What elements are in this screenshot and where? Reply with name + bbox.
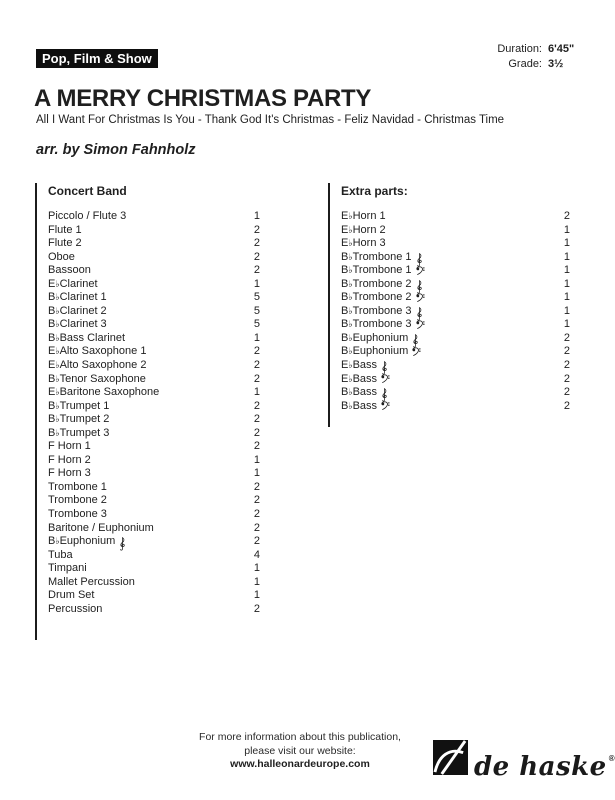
part-count: 2 xyxy=(253,345,260,358)
instrument-name: Baritone / Euphonium xyxy=(48,521,154,534)
instrument-row xyxy=(341,345,570,359)
bass-clef-icon xyxy=(416,266,425,275)
flat-sign-icon: ♭ xyxy=(55,319,60,330)
instrument-name: B ♭ Trombone 2 xyxy=(341,291,425,303)
instrument-name: Flute 1 xyxy=(48,223,82,236)
concert-band-column xyxy=(35,183,260,640)
flat-sign-icon: ♭ xyxy=(55,346,60,357)
instrument-row xyxy=(48,440,260,454)
page-title: A MERRY CHRISTMAS PARTY xyxy=(34,85,372,112)
part-count: 1 xyxy=(253,562,260,575)
part-count: 1 xyxy=(253,453,260,466)
instrument-name: E ♭ Bass xyxy=(341,373,390,385)
instrument-name: B ♭ Trumpet 2 xyxy=(48,413,110,426)
instrument-name: B ♭ Trombone 3 xyxy=(341,305,423,321)
part-count: 5 xyxy=(253,318,260,331)
instrument-name: B ♭ Clarinet 2 xyxy=(48,304,107,317)
instrument-row xyxy=(341,400,570,414)
instrument-name: Bassoon xyxy=(48,264,91,277)
treble-clef-icon xyxy=(119,537,126,551)
instrument-name: Tuba xyxy=(48,548,73,561)
instrument-row xyxy=(341,386,570,400)
part-count: 2 xyxy=(253,494,260,507)
part-count: 2 xyxy=(253,480,260,493)
instrument-name: B ♭ Trumpet 1 xyxy=(48,399,110,412)
instrument-name: Flute 2 xyxy=(48,237,82,250)
part-count: 1 xyxy=(563,264,570,277)
flat-sign-icon: ♭ xyxy=(55,332,60,343)
duration-value: 6'45" xyxy=(548,43,575,55)
part-count: 1 xyxy=(563,291,570,304)
instrument-name: E ♭ Alto Saxophone 2 xyxy=(48,359,147,372)
flat-sign-icon: ♭ xyxy=(55,427,60,438)
instrument-row xyxy=(48,413,260,427)
grade-value: 3½ xyxy=(548,57,564,70)
part-count: 2 xyxy=(563,399,570,412)
part-count: 5 xyxy=(253,304,260,317)
instrument-name: B ♭ Bass Clarinet xyxy=(48,331,126,344)
part-count: 1 xyxy=(563,277,570,290)
instrument-row xyxy=(341,237,570,251)
instrument-row xyxy=(341,251,570,265)
instrument-name: F Horn 3 xyxy=(48,467,91,480)
instrument-name: Oboe xyxy=(48,250,75,263)
footer-line-2: please visit our website: xyxy=(244,744,356,757)
flat-sign-icon: ♭ xyxy=(348,238,353,249)
instrument-row xyxy=(48,345,260,359)
instrument-row xyxy=(48,318,260,332)
part-count: 2 xyxy=(253,372,260,385)
part-count: 2 xyxy=(253,399,260,412)
instrument-name: Percussion xyxy=(48,602,103,615)
flat-sign-icon: ♭ xyxy=(55,373,60,384)
part-count: 2 xyxy=(563,359,570,372)
instrument-name: B ♭ Tenor Saxophone xyxy=(48,372,146,385)
instrument-row xyxy=(48,373,260,387)
instrument-row xyxy=(48,481,260,495)
part-count: 2 xyxy=(253,440,260,453)
instrument-name: B ♭ Euphonium xyxy=(48,535,126,551)
bass-clef-icon xyxy=(416,320,425,329)
instrument-row xyxy=(48,522,260,536)
instrument-row xyxy=(48,224,260,238)
instrument-name: E ♭ Clarinet xyxy=(48,277,98,290)
publisher-name: de haske ® xyxy=(474,752,615,782)
instrument-row xyxy=(48,400,260,414)
bass-clef-icon xyxy=(416,293,425,302)
part-count: 2 xyxy=(253,535,260,548)
instrument-row xyxy=(341,318,570,332)
instrument-name: B ♭ Clarinet 1 xyxy=(48,291,107,304)
instrument-name: E ♭ Horn 2 xyxy=(341,223,386,236)
instrument-row xyxy=(48,562,260,576)
part-count: 1 xyxy=(563,237,570,250)
category-badge: Pop, Film & Show xyxy=(36,49,158,68)
instrument-name: Trombone 2 xyxy=(48,494,107,507)
part-count: 2 xyxy=(253,413,260,426)
duration-label: Duration: xyxy=(497,43,542,55)
publisher-website: www.halleonardeurope.com xyxy=(230,758,370,770)
part-count: 1 xyxy=(253,386,260,399)
flat-sign-icon: ♭ xyxy=(348,332,353,343)
footer-line-1: For more information about this publication, xyxy=(199,731,401,743)
extra-parts-list xyxy=(341,210,570,413)
extra-parts-header: Extra parts: xyxy=(341,184,408,198)
instrument-name: Timpani xyxy=(48,562,87,575)
part-count: 2 xyxy=(563,345,570,358)
instrument-name: F Horn 2 xyxy=(48,453,91,466)
instrument-row xyxy=(341,373,570,387)
flat-sign-icon: ♭ xyxy=(55,292,60,303)
instrument-name: Piccolo / Flute 3 xyxy=(48,210,127,222)
instrument-row xyxy=(341,359,570,373)
instrument-row xyxy=(341,224,570,238)
instrument-name: B ♭ Trombone 1 xyxy=(341,264,425,276)
instrument-name: Drum Set xyxy=(48,589,95,602)
part-count: 2 xyxy=(253,250,260,263)
part-count: 2 xyxy=(253,521,260,534)
instrument-row xyxy=(48,278,260,292)
instrument-row xyxy=(48,251,260,265)
part-count: 2 xyxy=(563,372,570,385)
bass-clef-icon xyxy=(381,401,390,410)
flat-sign-icon: ♭ xyxy=(55,305,60,316)
instrument-name: B ♭ Clarinet 3 xyxy=(48,318,107,331)
instrument-row xyxy=(48,467,260,481)
de-haske-logo xyxy=(433,740,615,786)
flat-sign-icon: ♭ xyxy=(348,387,353,398)
instrument-row xyxy=(48,386,260,400)
instrument-row xyxy=(48,589,260,603)
instrument-row xyxy=(48,427,260,441)
part-count: 1 xyxy=(253,210,260,222)
medley-subtitle: All I Want For Christmas Is You - Thank God It's Christmas - Feliz Navidad - Christmas Time xyxy=(36,114,505,126)
part-count: 1 xyxy=(563,304,570,317)
instrument-row xyxy=(341,264,570,278)
bass-clef-icon xyxy=(381,374,390,383)
flat-sign-icon: ♭ xyxy=(55,387,60,398)
instrument-name: E ♭ Horn 1 xyxy=(341,210,386,222)
part-count: 2 xyxy=(253,359,260,372)
arranger-credit: arr. by Simon Fahnholz xyxy=(36,142,196,158)
flat-sign-icon: ♭ xyxy=(348,346,353,357)
part-count: 2 xyxy=(253,264,260,277)
instrument-name: E ♭ Horn 3 xyxy=(341,237,386,250)
instrument-row xyxy=(48,291,260,305)
instrument-name: B ♭ Euphonium xyxy=(341,345,421,357)
part-count: 1 xyxy=(253,467,260,480)
instrument-row xyxy=(48,359,260,373)
flat-sign-icon: ♭ xyxy=(348,319,353,330)
instrument-row xyxy=(341,305,570,319)
instrument-row xyxy=(48,237,260,251)
instrument-name: B ♭ Trombone 1 xyxy=(341,251,423,267)
instrument-name: E ♭ Baritone Saxophone xyxy=(48,386,160,399)
part-count: 2 xyxy=(253,223,260,236)
instrument-name: Trombone 3 xyxy=(48,508,107,521)
part-count: 1 xyxy=(563,223,570,236)
part-count: 1 xyxy=(253,277,260,290)
instrument-name: B ♭ Bass xyxy=(341,400,390,412)
grade-label: Grade: xyxy=(508,57,542,70)
flat-sign-icon: ♭ xyxy=(348,305,353,316)
instrument-row xyxy=(48,535,260,549)
duration-grade-block xyxy=(497,43,582,71)
part-count: 2 xyxy=(253,426,260,439)
part-count: 1 xyxy=(563,250,570,263)
flat-sign-icon: ♭ xyxy=(348,251,353,262)
part-count: 2 xyxy=(563,210,570,222)
instrument-row xyxy=(341,291,570,305)
instrument-row xyxy=(341,210,570,224)
instrument-row xyxy=(48,494,260,508)
flat-sign-icon: ♭ xyxy=(348,278,353,289)
flat-sign-icon: ♭ xyxy=(348,400,353,411)
instrument-row xyxy=(48,332,260,346)
bass-clef-icon xyxy=(412,347,421,356)
instrument-name: B ♭ Bass xyxy=(341,386,388,402)
instrument-name: Mallet Percussion xyxy=(48,575,135,588)
flat-sign-icon: ♭ xyxy=(55,536,60,547)
flat-sign-icon: ♭ xyxy=(348,360,353,371)
flat-sign-icon: ♭ xyxy=(348,211,353,221)
flat-sign-icon: ♭ xyxy=(55,400,60,411)
flat-sign-icon: ♭ xyxy=(348,292,353,303)
part-count: 2 xyxy=(253,602,260,615)
instrument-name: B ♭ Trombone 3 xyxy=(341,318,425,330)
flat-sign-icon: ♭ xyxy=(348,224,353,235)
de-haske-logo-mark-icon xyxy=(433,740,468,775)
registered-trademark-icon: ® xyxy=(608,754,615,763)
instrument-row xyxy=(48,508,260,522)
part-count: 2 xyxy=(563,386,570,399)
instrument-name: B ♭ Trumpet 3 xyxy=(48,426,110,439)
flat-sign-icon: ♭ xyxy=(348,373,353,384)
instrument-row xyxy=(48,264,260,278)
concert-band-header: Concert Band xyxy=(48,184,127,198)
flat-sign-icon: ♭ xyxy=(348,265,353,276)
part-count: 1 xyxy=(253,331,260,344)
instrument-name: B ♭ Trombone 2 xyxy=(341,278,423,294)
instrument-name: F Horn 1 xyxy=(48,440,91,453)
part-count: 2 xyxy=(563,331,570,344)
flat-sign-icon: ♭ xyxy=(55,360,60,371)
flat-sign-icon: ♭ xyxy=(55,278,60,289)
extra-parts-column xyxy=(328,183,570,427)
flat-sign-icon: ♭ xyxy=(55,414,60,425)
part-count: 2 xyxy=(253,237,260,250)
instrument-row xyxy=(48,210,260,224)
instrument-row xyxy=(341,278,570,292)
part-count: 5 xyxy=(253,291,260,304)
concert-band-list xyxy=(48,210,260,616)
footer-note xyxy=(150,731,450,772)
instrument-row xyxy=(48,576,260,590)
instrument-row xyxy=(341,332,570,346)
part-count: 1 xyxy=(253,589,260,602)
instrument-row xyxy=(48,305,260,319)
instrument-row xyxy=(48,454,260,468)
part-count: 2 xyxy=(253,508,260,521)
part-count: 1 xyxy=(253,575,260,588)
instrument-name: E ♭ Alto Saxophone 1 xyxy=(48,345,147,358)
instrument-name: E ♭ Bass xyxy=(341,359,388,375)
instrument-name: Trombone 1 xyxy=(48,480,107,493)
part-count: 1 xyxy=(563,318,570,331)
part-count: 4 xyxy=(253,548,260,561)
instrument-name: B ♭ Euphonium xyxy=(341,332,419,348)
instrument-row xyxy=(48,603,260,617)
